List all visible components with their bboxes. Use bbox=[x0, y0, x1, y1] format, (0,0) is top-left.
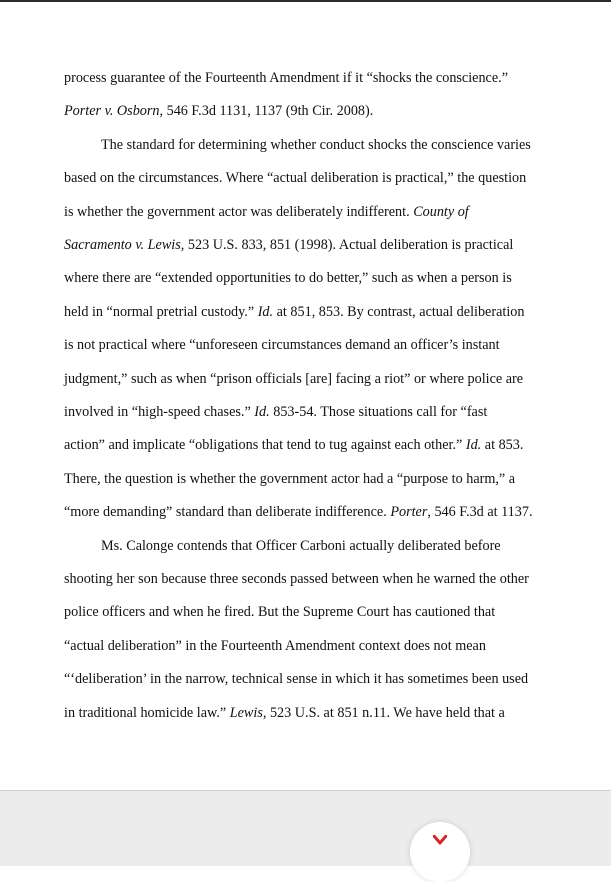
text-line bbox=[64, 102, 373, 120]
text-line bbox=[64, 670, 528, 688]
body-text: based on the circumstances. Where “actual deliberation is practical,” the question bbox=[64, 170, 527, 186]
chevron-down-icon bbox=[433, 835, 447, 845]
body-text: “‘deliberation’ in the narrow, technical sense in which it has sometimes been used bbox=[64, 671, 529, 687]
body-text: “more demanding” standard than deliberate indifference. bbox=[64, 504, 391, 520]
text-line bbox=[64, 704, 505, 722]
citation-text: Porter bbox=[390, 504, 428, 520]
body-text: police officers and when he fired. But the Supreme Court has cautioned that bbox=[64, 604, 496, 620]
body-text: , 546 F.3d at 1137. bbox=[427, 504, 533, 520]
body-text: where there are “extended opportunities to do better,” such as when a person is bbox=[64, 270, 512, 286]
text-line bbox=[64, 603, 495, 621]
text-line bbox=[64, 169, 526, 187]
body-text: 853-54. Those situations call for “fast bbox=[269, 404, 488, 420]
body-text: is not practical where “unforeseen circumstances demand an officer’s instant bbox=[64, 337, 500, 353]
citation-text: Porter v. Osborn bbox=[64, 103, 160, 119]
text-line bbox=[64, 436, 523, 454]
body-text: shooting her son because three seconds passed between when he warned the other bbox=[64, 571, 529, 587]
ai-notice-banner bbox=[0, 790, 611, 866]
body-text: , 546 F.3d 1131, 1137 (9th Cir. 2008). bbox=[159, 103, 374, 119]
body-text: judgment,” such as when “prison officials [are] facing a riot” or where police are bbox=[64, 371, 524, 387]
body-text: at 851, 853. By contrast, actual deliberation bbox=[273, 304, 525, 320]
text-line bbox=[64, 203, 469, 221]
citation-text: Id. bbox=[257, 304, 274, 320]
text-line bbox=[64, 637, 486, 655]
body-text: held in “normal pretrial custody.” bbox=[64, 304, 258, 320]
citation-text: Id. bbox=[465, 437, 482, 453]
body-text: The standard for determining whether conduct shocks the conscience varies bbox=[101, 137, 531, 153]
body-text: involved in “high-speed chases.” bbox=[64, 404, 255, 420]
body-text: is whether the government actor was deliberately indifferent. bbox=[64, 204, 414, 220]
body-text: action” and implicate “obligations that tend to tug against each other.” bbox=[64, 437, 466, 453]
text-line bbox=[101, 136, 531, 154]
citation-text: Id. bbox=[254, 404, 270, 420]
text-line bbox=[64, 470, 515, 488]
text-line bbox=[64, 570, 529, 588]
body-text: , 523 U.S. at 851 n.11. We have held that a bbox=[262, 705, 505, 721]
citation-text: Lewis bbox=[229, 705, 263, 721]
citation-text: County of bbox=[413, 204, 469, 220]
text-line bbox=[64, 236, 513, 254]
body-text: at 853. bbox=[481, 437, 524, 453]
body-text: “actual deliberation” in the Fourteenth Amendment context does not mean bbox=[64, 638, 486, 654]
text-line bbox=[64, 303, 524, 321]
text-line bbox=[64, 503, 533, 521]
text-line bbox=[64, 269, 512, 287]
body-text: process guarantee of the Fourteenth Amendment if it “shocks the conscience.” bbox=[64, 70, 508, 86]
body-text: in traditional homicide law.” bbox=[64, 705, 230, 721]
text-line bbox=[64, 370, 523, 388]
text-line bbox=[64, 403, 487, 421]
body-text: Ms. Calonge contends that Officer Carboni actually deliberated before bbox=[101, 538, 501, 554]
body-text: , 523 U.S. 833, 851 (1998). Actual deliberation is practical bbox=[180, 237, 514, 253]
text-line bbox=[64, 69, 508, 87]
banner-toggle-button[interactable] bbox=[410, 822, 470, 882]
text-line bbox=[101, 537, 501, 555]
body-text: There, the question is whether the government actor had a “purpose to harm,” a bbox=[64, 471, 516, 487]
text-line bbox=[64, 336, 500, 354]
citation-text: Sacramento v. Lewis bbox=[64, 237, 181, 253]
